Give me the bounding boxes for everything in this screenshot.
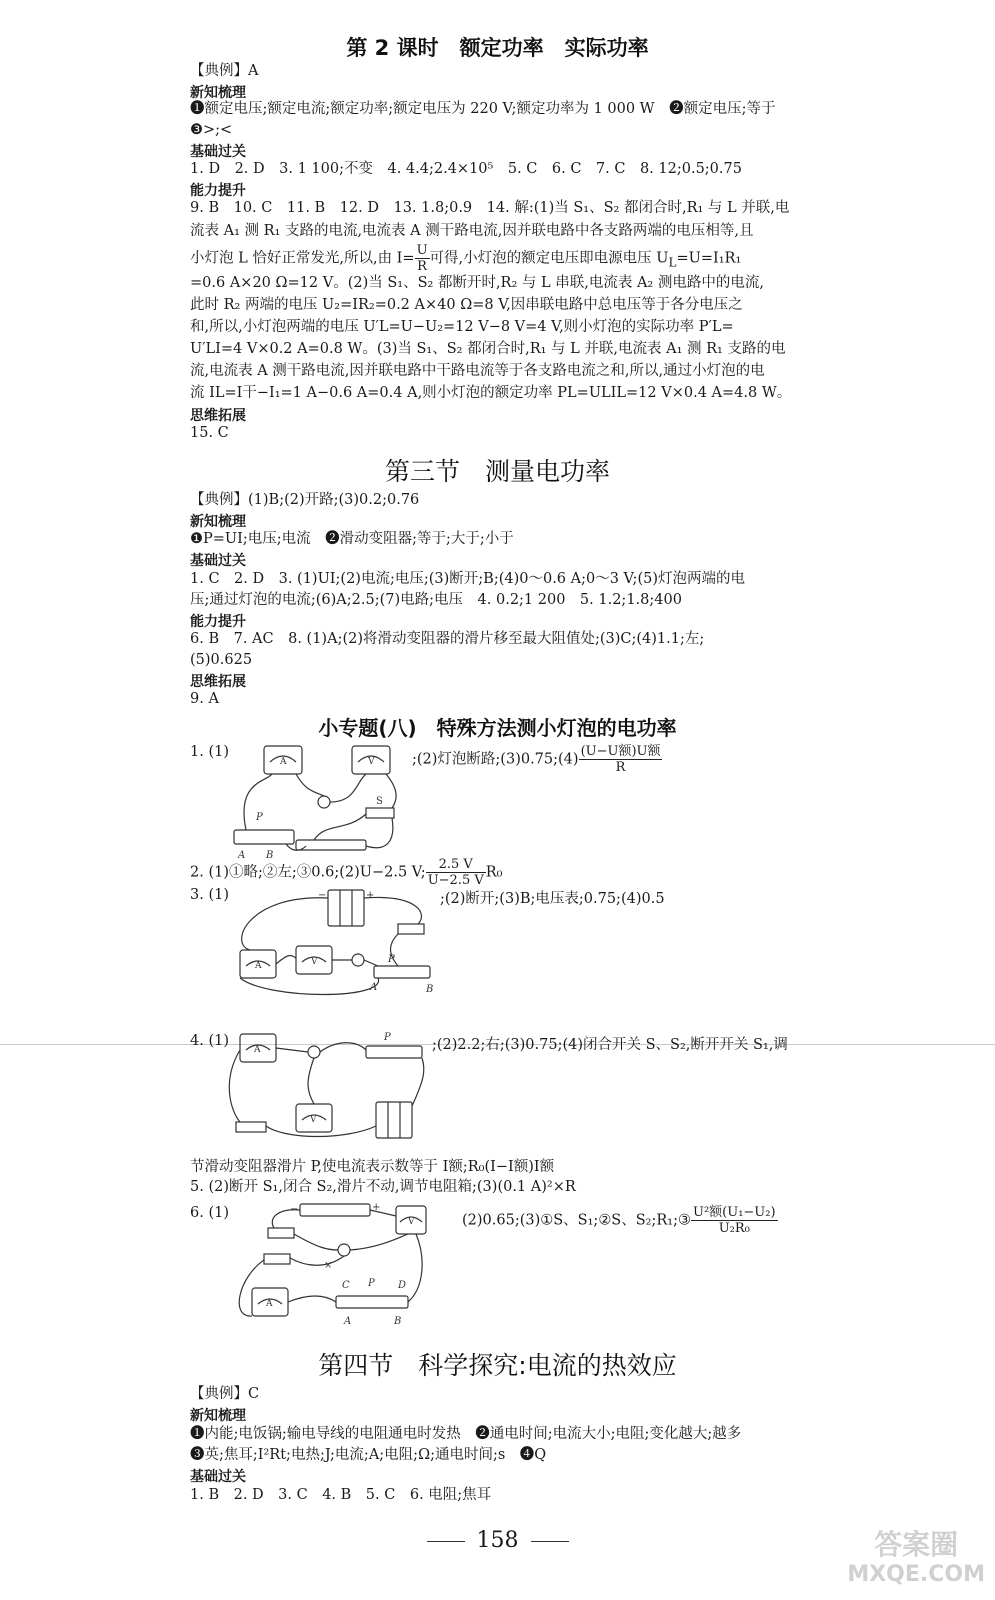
section3-ability-line2: (5)0.625 bbox=[190, 652, 253, 668]
section4-example: 【典例】C bbox=[190, 1386, 260, 1402]
subscript: L bbox=[668, 255, 677, 270]
svg-text:V: V bbox=[310, 1115, 317, 1125]
page-number bbox=[0, 1528, 995, 1553]
section3-basic-line1: 1. C 2. D 3. (1)UI;(2)电流;电压;(3)断开;B;(4)0～0.6 A;0～3 V;(5)灯泡两端的电 bbox=[190, 571, 745, 587]
label-new-knowledge: 新知梳理 bbox=[190, 1408, 246, 1424]
watermark-line1: 答案圈 bbox=[874, 1528, 959, 1561]
watermark-logo bbox=[847, 1530, 985, 1590]
lesson2-ability-line6: 和,所以,小灯泡两端的电压 U′L=U−U₂=12 V−8 V=4 V,则小灯泡的实际功率 P′L= bbox=[190, 319, 734, 335]
text: (2)0.65;(3)①S、S₁;②S、S₂;R₁;③ bbox=[462, 1212, 691, 1229]
lesson2-ability-line9: 流 IL=I干−I₁=1 A−0.6 A=0.4 A,则小灯泡的额定功率 PL=ULIL=12 V×0.4 A=4.8 W。 bbox=[190, 385, 792, 401]
label-ability: 能力提升 bbox=[190, 614, 246, 630]
label-thinking: 思维拓展 bbox=[190, 408, 246, 424]
circuit-diagram-q6 bbox=[228, 1198, 428, 1336]
svg-text:A: A bbox=[238, 850, 246, 861]
label-basic: 基础过关 bbox=[190, 553, 246, 569]
special8-q4-line2: 节滑动变阻器滑片 P,使电流表示数等于 I额;R₀(I−I额)I额 bbox=[190, 1159, 555, 1175]
lesson2-ability-line8: 流,电流表 A 测干路电流,因并联电路中干路电流等于各支路电流之和,所以,通过小灯泡的电 bbox=[190, 363, 765, 379]
svg-text:+: + bbox=[366, 890, 375, 901]
fraction-numerator: U bbox=[416, 243, 428, 258]
text: 可得,小灯泡的额定电压即电源电压 U bbox=[429, 250, 669, 267]
svg-text:C: C bbox=[342, 1280, 350, 1291]
svg-text:P: P bbox=[256, 812, 263, 823]
special8-q4-prefix: 4. (1) bbox=[190, 1033, 229, 1049]
lesson2-nk2: ❸>;< bbox=[190, 122, 233, 138]
svg-text:×: × bbox=[324, 1260, 333, 1271]
lesson2-ability-line1: 9. B 10. C 11. B 12. D 13. 1.8;0.9 14. 解:(1)当 S₁、S₂ 都闭合时,R₁ 与 L 并联,电 bbox=[190, 200, 790, 216]
svg-text:−: − bbox=[290, 1204, 299, 1215]
svg-text:P: P bbox=[388, 954, 395, 965]
special8-q4-answer: ;(2)2.2;右;(3)0.75;(4)闭合开关 S、S₂,断开开关 S₁,调 bbox=[432, 1037, 788, 1053]
lesson2-ability-line3 bbox=[190, 243, 830, 274]
label-new-knowledge: 新知梳理 bbox=[190, 85, 246, 101]
section3-nk: ❶P=UI;电压;电流 ❷滑动变阻器;等于;大于;小于 bbox=[190, 531, 514, 547]
lesson2-nk1: ❶额定电压;额定电流;额定功率;额定电压为 220 V;额定功率为 1 000 W ❷额定电压;等于 bbox=[190, 101, 776, 117]
svg-text:V: V bbox=[311, 957, 318, 967]
section4-title: 第四节 科学探究:电流的热效应 bbox=[318, 1351, 677, 1380]
special8-q1-prefix: 1. (1) bbox=[190, 744, 229, 760]
label-basic: 基础过关 bbox=[190, 1469, 246, 1485]
fraction-denominator: R bbox=[615, 760, 626, 775]
lesson2-ability-line7: U′LI=4 V×0.2 A=0.8 W。(3)当 S₁、S₂ 都闭合时,R₁ 与 L 并联,电流表 A₁ 测 R₁ 支路的电 bbox=[190, 341, 786, 357]
dash-right bbox=[531, 1541, 569, 1542]
text: ;(2)灯泡断路;(3)0.75;(4) bbox=[412, 751, 579, 768]
svg-text:A: A bbox=[370, 982, 378, 993]
svg-text:V: V bbox=[368, 757, 375, 767]
section3-title: 第三节 测量电功率 bbox=[384, 457, 610, 486]
svg-text:B: B bbox=[426, 984, 434, 995]
svg-text:V: V bbox=[408, 1217, 415, 1227]
fraction-denominator: U−2.5 V bbox=[427, 873, 484, 888]
fraction-denominator: R bbox=[417, 259, 427, 274]
text: 小灯泡 L 恰好正常发光,所以,由 I= bbox=[190, 250, 415, 267]
label-thinking: 思维拓展 bbox=[190, 674, 246, 690]
text: 2. (1)①略;②左;③0.6;(2)U−2.5 V; bbox=[190, 864, 426, 881]
label-ability: 能力提升 bbox=[190, 183, 246, 199]
circuit-diagram-q4 bbox=[226, 1030, 426, 1152]
svg-text:A: A bbox=[254, 1045, 261, 1055]
svg-text:+: + bbox=[372, 1202, 381, 1213]
circuit-diagram-q3 bbox=[228, 884, 438, 1002]
svg-text:A: A bbox=[344, 1316, 352, 1327]
fraction-numerator: U²额(U₁−U₂) bbox=[693, 1205, 776, 1220]
section3-ability-line1: 6. B 7. AC 8. (1)A;(2)将滑动变阻器的滑片移至最大阻值处;(3)C;(4)1.1;左; bbox=[190, 631, 705, 647]
special8-q1-answer bbox=[412, 744, 662, 775]
lesson2-example: 【典例】A bbox=[190, 63, 259, 79]
section3-basic-line2: 压;通过灯泡的电流;(6)A;2.5;(7)电路;电压 4. 0.2;1 200 5. 1.2;1.8;400 bbox=[190, 592, 682, 608]
svg-text:P: P bbox=[368, 1278, 375, 1289]
fraction-numerator: (U−U额)U额 bbox=[580, 744, 661, 759]
svg-text:A: A bbox=[266, 1299, 273, 1309]
power-fraction bbox=[579, 744, 663, 775]
svg-text:−: − bbox=[318, 890, 327, 901]
power-fraction bbox=[691, 1205, 778, 1236]
section4-basic: 1. B 2. D 3. C 4. B 5. C 6. 电阻;焦耳 bbox=[190, 1487, 492, 1503]
lesson2-thinking: 15. C bbox=[190, 425, 229, 441]
page-number-value: 158 bbox=[476, 1528, 519, 1553]
svg-text:A: A bbox=[280, 757, 287, 767]
section4-nk2: ❸英;焦耳;I²Rt;电热;J;电流;A;电阻;Ω;通电时间;s ❹Q bbox=[190, 1447, 547, 1463]
watermark-line2: MXQE.COM bbox=[847, 1562, 985, 1587]
svg-text:B: B bbox=[266, 850, 274, 861]
text: R₀ bbox=[485, 864, 503, 881]
lesson2-ability-line2: 流表 A₁ 测 R₁ 支路的电流,电流表 A 测干路电流,因并联电路中各支路两端的电压相等,且 bbox=[190, 223, 754, 239]
lesson2-title: 第 2 课时 额定功率 实际功率 bbox=[346, 36, 649, 60]
lesson2-ability-line4: =0.6 A×20 Ω=12 V。(2)当 S₁、S₂ 都断开时,R₂ 与 L 串联,电流表 A₂ 测电路中的电流, bbox=[190, 275, 764, 291]
special8-title: 小专题(八) 特殊方法测小灯泡的电功率 bbox=[318, 716, 677, 740]
svg-text:B: B bbox=[394, 1316, 402, 1327]
svg-text:S: S bbox=[376, 796, 383, 807]
label-new-knowledge: 新知梳理 bbox=[190, 514, 246, 530]
special8-q6-prefix: 6. (1) bbox=[190, 1205, 229, 1221]
ohm-law-fraction bbox=[415, 243, 430, 274]
lesson2-basic: 1. D 2. D 3. 1 100;不变 4. 4.4;2.4×10⁵ 5. C 6. C 7. C 8. 12;0.5;0.75 bbox=[190, 161, 742, 177]
svg-text:D: D bbox=[398, 1280, 407, 1291]
special8-q3-answer: ;(2)断开;(3)B;电压表;0.75;(4)0.5 bbox=[440, 891, 665, 907]
label-basic: 基础过关 bbox=[190, 144, 246, 160]
special8-q3-prefix: 3. (1) bbox=[190, 887, 229, 903]
special8-q6-answer bbox=[462, 1205, 778, 1236]
section3-thinking: 9. A bbox=[190, 691, 219, 707]
fraction-denominator: U₂R₀ bbox=[718, 1221, 750, 1236]
section3-example: 【典例】(1)B;(2)开路;(3)0.2;0.76 bbox=[190, 492, 420, 508]
text: =U=I₁R₁ bbox=[676, 250, 742, 267]
dash-left bbox=[427, 1541, 465, 1542]
svg-text:A: A bbox=[255, 961, 262, 971]
section4-nk1: ❶内能;电饭锅;输电导线的电阻通电时发热 ❷通电时间;电流大小;电阻;变化越大;越多 bbox=[190, 1426, 742, 1442]
fraction-numerator: 2.5 V bbox=[426, 857, 486, 873]
svg-text:P: P bbox=[384, 1032, 391, 1043]
special8-q5: 5. (2)断开 S₁,闭合 S₂,滑片不动,调节电阻箱;(3)(0.1 A)²×R bbox=[190, 1179, 576, 1195]
lesson2-ability-line5: 此时 R₂ 两端的电压 U₂=IR₂=0.2 A×40 Ω=8 V,因串联电路中总电压等于各分电压之 bbox=[190, 297, 743, 313]
circuit-diagram-q1 bbox=[226, 742, 406, 862]
